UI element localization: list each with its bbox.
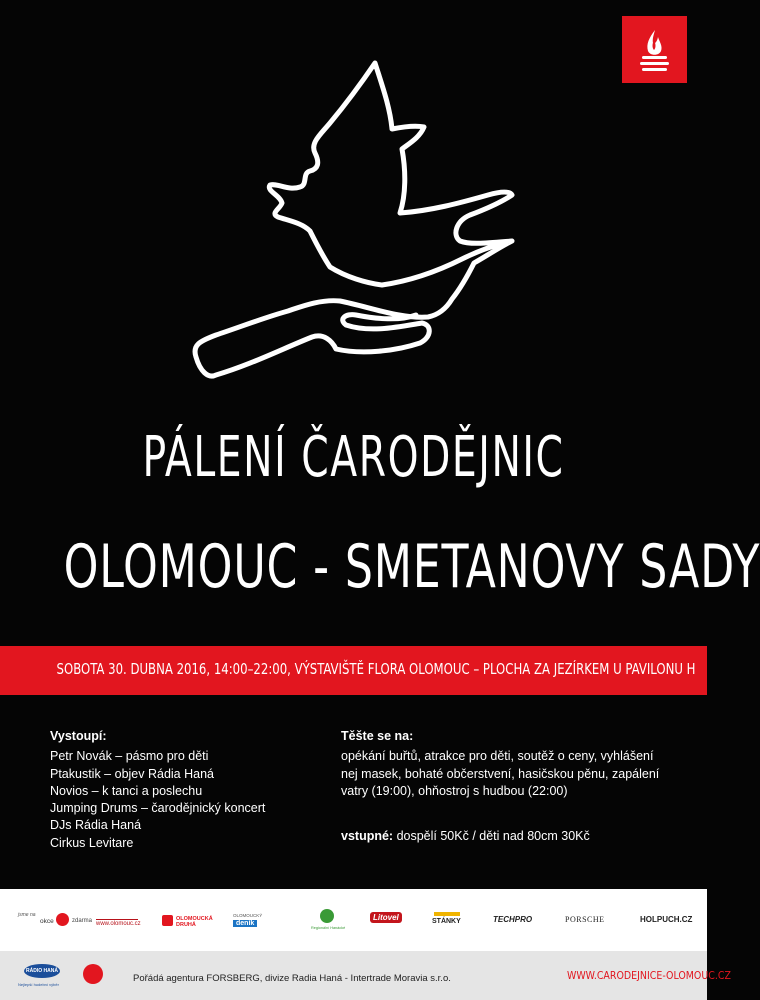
performers-section [50,728,310,852]
admission-info [341,828,671,845]
forsberg-logo [83,964,103,984]
program-heading: Těšte se na: [341,729,414,743]
program-section [341,728,671,845]
program-line: nej masek, bohaté občerstvení, hasičskou pěnu, zapálení [341,766,660,781]
sponsor-denik-logo: deník [233,920,257,927]
sponsor-porsche-logo: PORSCHE [565,915,605,924]
performer-item: DJs Rádia Haná [50,818,142,833]
sponsor-holpuch-logo: HOLPUCH.CZ [640,915,693,924]
program-description [341,748,671,800]
date-banner [0,646,707,695]
sponsor-druha-logo: OLOMOUCKÁ DRUHÁ [176,916,213,928]
witch-on-broom-illustration [170,45,540,390]
radio-hana-tagline: Nejlepší hudební výběr [18,982,59,987]
program-line: opékání buřtů, atrakce pro děti, soutěž o ceny, vyhlášení [341,749,654,764]
performer-item: Novios – k tanci a poslechu [50,783,203,798]
admission-value: dospělí 50Kč / děti nad 80cm 30Kč [396,829,590,844]
performer-item: Petr Novák – pásmo pro děti [50,749,209,764]
sponsor-olomouc-skyline [96,911,138,920]
event-website-link[interactable]: WWW.CARODEJNICE-OLOMOUC.CZ [567,970,731,982]
sponsor-olomouc-url: www.olomouc.cz [96,921,141,927]
performers-heading: Vystoupí: [50,729,107,743]
sponsor-regionalni-text: Regionální Hanácké [311,926,346,930]
program-line: vatry (19:00), ohňostroj s hudbou (22:00) [341,783,568,798]
date-banner-text: SOBOTA 30. DUBNA 2016, 14:00–22:00, VÝSTAVIŠTĚ FLORA OLOMOUC – PLOCHA ZA JEZÍRKEM U PAVILONU H [56,660,696,678]
bonfire-icon [622,16,687,83]
organizer-text: Pořádá agentura FORSBERG, divize Radia Haná - Intertrade Moravia s.r.o. [133,973,451,984]
sponsor-regionalni-mark [320,909,334,923]
sponsor-litovel-logo: Litovel [370,912,402,923]
performer-item: Jumping Drums – čarodějnický koncert [50,801,266,816]
event-logo [622,16,687,83]
radio-hana-logo: RÁDIO HANÁ [24,964,60,978]
sponsor-stanky-roof [434,912,460,916]
sponsor-denik-top: OLOMOUCKÝ [233,913,263,918]
sponsor-aukce-tagline: jsme na [18,912,36,918]
sponsor-druha-mark [162,915,173,926]
performer-item: Ptakustik – objev Rádia Haná [50,766,214,781]
sponsor-aukce-logo: okce [40,918,54,925]
sponsor-stanky-logo: STÁNKY [432,918,461,925]
sponsor-aukce-zdarma: zdarma [72,918,93,924]
event-title: PÁLENÍ ČARODĚJNIC [142,425,565,490]
sponsor-aukce-mark [56,913,69,926]
admission-label: vstupné: [341,829,394,844]
sponsor-techpro-logo: TECHPRO [493,915,533,924]
performer-item: Cirkus Levitare [50,835,134,850]
event-location-title: OLOMOUC - SMETANOVY SADY [63,532,760,602]
